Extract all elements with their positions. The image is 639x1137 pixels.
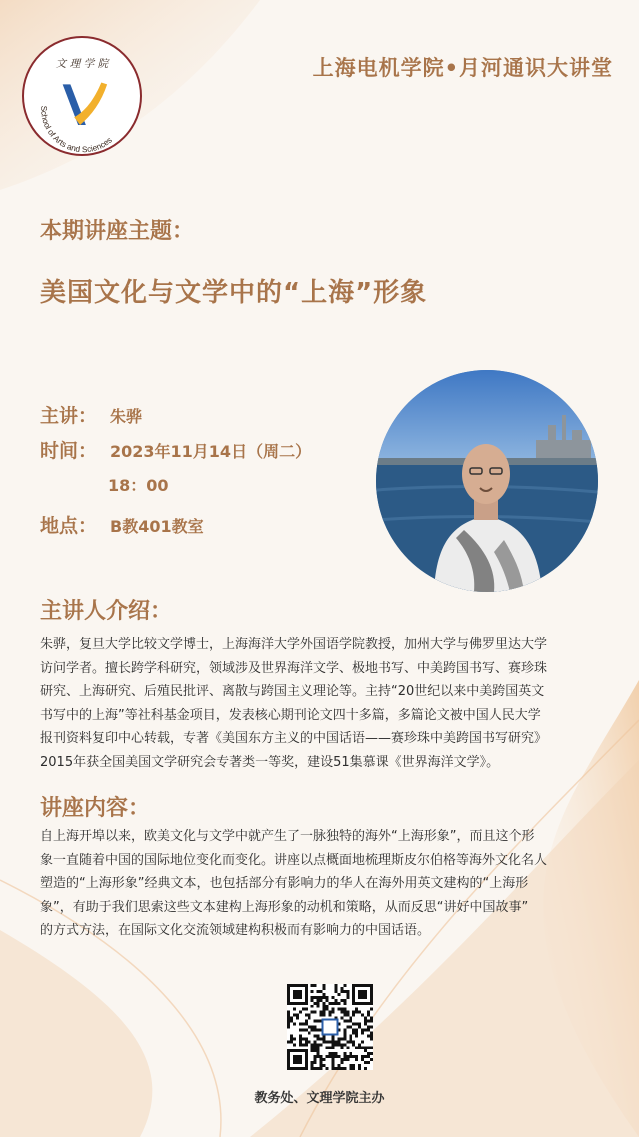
content-paragraph [40,825,612,943]
organizer-text: 教务处、文理学院主办 [254,1091,385,1106]
bio-line: 报刊资料复印中心转载，专著《美国东方主义的中国话语——赛珍珠中美跨国书写研究》 [40,731,548,746]
content-line: 象一直随着中国的国际地位变化而变化。讲座以点概面地梳理斯皮尔伯格等海外文化名人 [40,852,548,868]
bio-label: 主讲人介绍： [40,599,173,624]
logo-top-text: 文 理 学 院 [55,57,109,70]
time-value-date: 2023年11月14日（周二） [110,442,312,461]
theme-label: 本期讲座主题： [40,219,195,244]
content-line: 象”，有助于我们思索这些文本建构上海形象的动机和策略，从而反思“讲好中国故事” [40,899,529,915]
time-label: 时间： [40,440,98,462]
org-title: 上海电机学院•月河通识大讲堂 [312,56,613,80]
bio-paragraph [40,633,612,774]
bio-line: 朱骅，复旦大学比较文学博士，上海海洋大学外国语学院教授，加州大学与佛罗里达大学 [40,637,548,652]
time-value-hour: 18：00 [108,476,169,495]
content-line: 的方式方法，在国际文化交流领域建构积极而有影响力的中国话语。 [40,923,431,938]
speaker-value: 朱骅 [110,407,143,426]
content-line: 塑造的“上海形象”经典文本，也包括部分有影响力的华人在海外用英文建构的“上海形 [40,876,529,891]
content-line: 自上海开埠以来，欧美文化与文学中就产生了一脉独特的海外“上海形象”，而且这个形 [40,829,535,844]
bio-line: 研究、上海研究、后殖民批评、离散与跨国主义理论等。主持“20世纪以来中美跨国英文 [40,684,545,699]
lecture-title: 美国文化与文学中的“上海”形象 [40,278,428,308]
bio-line: 访问学者。擅长跨学科研究，领域涉及世界海洋文学、极地书写、中美跨国书写、赛珍珠 [40,660,548,676]
location-label: 地点： [40,515,98,537]
bio-line: 书写中的上海”等社科基金项目，发表核心期刊论文四十多篇，多篇论文被中国人民大学 [40,707,541,723]
qr-code[interactable] [287,984,373,1070]
bio-line: 2015年获全国美国文学研究会专著类一等奖，建设51集慕课《世界海洋文学》。 [40,754,500,770]
location-value: B教401教室 [110,517,204,536]
logo-arc-text: School of Arts and Sciences [39,105,114,154]
speaker-photo [376,370,598,592]
speaker-label: 主讲： [40,405,98,427]
school-logo [22,36,142,156]
content-label: 讲座内容： [40,796,151,821]
